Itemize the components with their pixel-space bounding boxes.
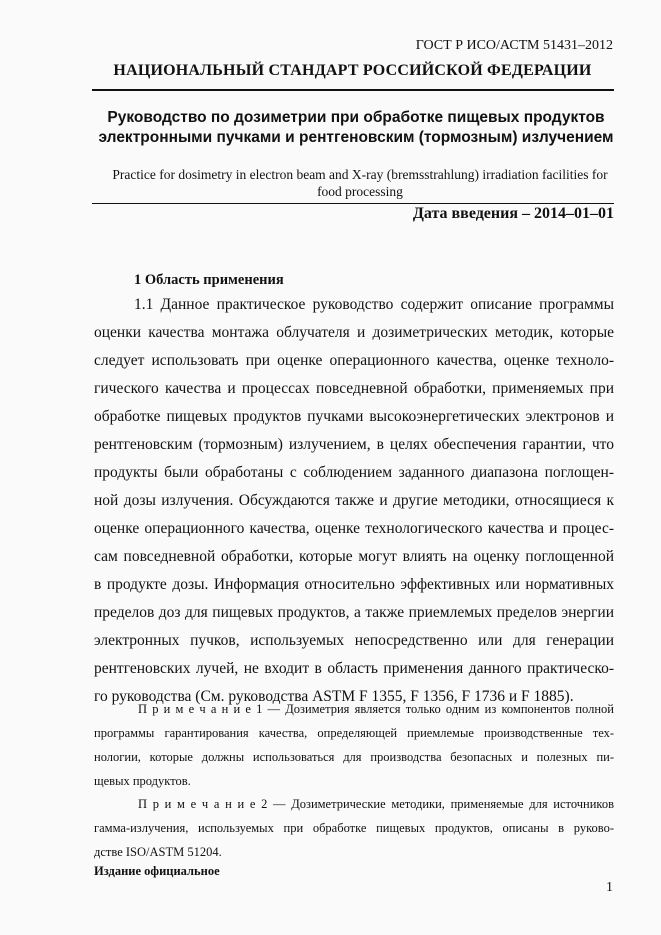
note-line: нологии, которые должны использоваться для производства безопасных и полезных пи-	[94, 750, 614, 764]
paragraph-line: следует использовать при оценке операционного качества, оценке техноло-	[94, 352, 614, 369]
paragraph-line: в продукте дозы. Информация относительно эффективных или нормативных	[94, 576, 614, 593]
note-line: гамма-излучения, используемых при обработке пищевых продуктов, описаны в руково-	[94, 821, 614, 835]
title-ru-line: электронными пучками и рентгеновским (тормозным) излучением	[98, 129, 614, 146]
paragraph-line: продукты были обработаны с соблюдением заданного диапазона поглощен-	[94, 464, 614, 481]
note-line: дстве ISO/ASTM 51204.	[94, 845, 222, 859]
official-edition-label: Издание официальное	[94, 864, 220, 878]
page-number: 1	[606, 880, 613, 895]
note-line: П р и м е ч а н и е 2 — Дозиметрические методики, применяемые для источников	[138, 797, 614, 811]
title-en-line: Practice for dosimetry in electron beam and X-ray (bremsstrahlung) irradiation facilities for	[112, 167, 608, 182]
document-title-en	[100, 166, 620, 200]
paragraph-1-1	[94, 296, 614, 705]
title-ru-line: Руководство по дозиметрии при обработке пищевых продуктов	[107, 109, 605, 126]
note-1	[94, 702, 614, 792]
paragraph-line: оценке операционного качества, оценке технологического качества и процес-	[94, 520, 614, 537]
note-2	[94, 797, 614, 867]
paragraph-line: го руководства (См. руководства ASTM F 1355, F 1356, F 1736 и F 1885).	[94, 688, 574, 705]
section-heading: 1 Область применения	[134, 272, 284, 288]
paragraph-line: 1.1 Данное практическое руководство содержит описание программы	[134, 296, 614, 313]
header-divider	[92, 89, 614, 91]
paragraph-line: оценки качества монтажа облучателя и дозиметрических методик, которые	[94, 324, 614, 341]
paragraph-line: ной дозы излучения. Обсуждаются также и другие методики, относящиеся к	[94, 492, 614, 509]
title-divider	[92, 203, 614, 204]
note-line: П р и м е ч а н и е 1 — Дозиметрия является только одним из компонентов полной	[138, 702, 614, 716]
paragraph-line: рентгеновских лучей, не входит в область применения данного практическо-	[94, 660, 614, 677]
note-line: программы гарантирования качества, определяющей приемлемые производственные тех-	[94, 726, 614, 740]
title-en-line: food processing	[317, 184, 403, 199]
national-standard-heading: НАЦИОНАЛЬНЫЙ СТАНДАРТ РОССИЙСКОЙ ФЕДЕРАЦИИ	[113, 62, 592, 79]
document-title-ru	[92, 108, 620, 148]
paragraph-line: пределов доз для пищевых продуктов, а также приемлемых пределов энергии	[94, 604, 614, 621]
paragraph-line: рентгеновским (тормозным) излучением, в целях обеспечения гарантии, что	[94, 436, 614, 453]
paragraph-line: сам повседневной обработки, которые могут влиять на оценку поглощенной	[94, 548, 614, 565]
introduction-date: Дата введения – 2014–01–01	[412, 205, 614, 222]
document-code: ГОСТ Р ИСО/АСТМ 51431–2012	[415, 38, 613, 53]
paragraph-line: гического качества и процессах повседневной обработки, применяемых при	[94, 380, 614, 397]
paragraph-line: электронных пучков, используемых непосредственно или для генерации	[94, 632, 614, 649]
paragraph-line: обработке пищевых продуктов пучками высокоэнергетических электронов и	[94, 408, 614, 425]
note-line: щевых продуктов.	[94, 774, 191, 788]
